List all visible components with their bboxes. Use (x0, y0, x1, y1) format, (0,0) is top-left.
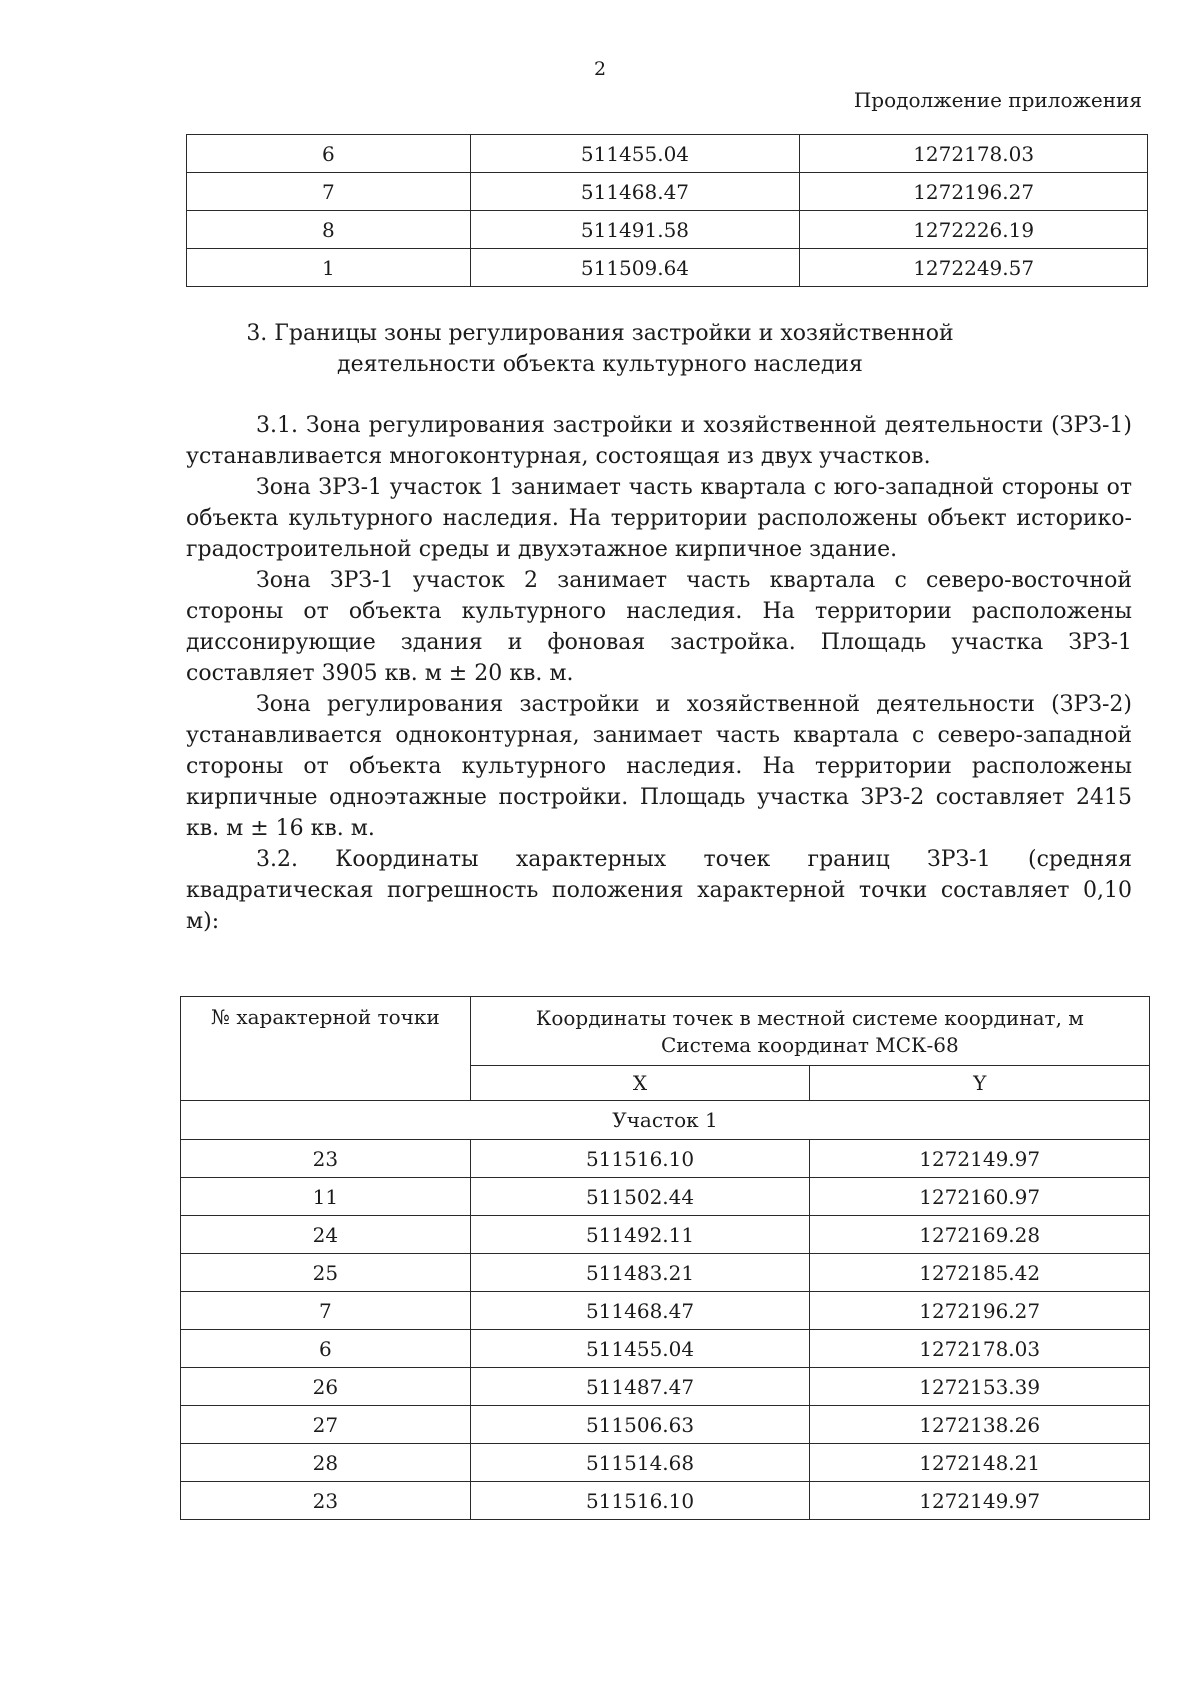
y-coordinate-cell: 1272185.42 (810, 1254, 1150, 1292)
coordinates-header-line-2: Система координат МСК-68 (660, 1033, 959, 1057)
table-row (181, 1406, 1150, 1444)
x-coordinate-cell: 511492.11 (470, 1216, 810, 1254)
y-coordinate-cell: 1272149.97 (810, 1482, 1150, 1520)
y-coordinate-cell: 1272153.39 (810, 1368, 1150, 1406)
point-number-cell: 1 (187, 249, 471, 287)
section-heading (0, 318, 1200, 380)
section-label-row (181, 1101, 1150, 1140)
section-heading-line-1: 3. Границы зоны регулирования застройки и хозяйственной (246, 321, 954, 346)
paragraph: Зона регулирования застройки и хозяйственной деятельности (ЗРЗ-2) устанавливается одноконтурная, занимает часть квартала с северо-западной стороны от объекта культурного наследия. На территории расположены кирпичные одноэтажные постройки. Площадь участка ЗРЗ-2 составляет 2415 кв. м ± 16 кв. м. (186, 692, 1132, 841)
x-coordinate-cell: 511468.47 (470, 173, 800, 211)
x-coordinate-cell: 511487.47 (470, 1368, 810, 1406)
x-coordinate-cell: 511506.63 (470, 1406, 810, 1444)
coordinates-table-zrz1 (180, 996, 1150, 1520)
y-coordinate-cell: 1272149.97 (810, 1140, 1150, 1178)
table-row (181, 1178, 1150, 1216)
y-header: Y (810, 1066, 1150, 1101)
table-row (181, 1444, 1150, 1482)
coordinates-header-line-1: Координаты точек в местной системе координат, м (535, 1006, 1084, 1030)
x-coordinate-cell: 511491.58 (470, 211, 800, 249)
x-header: X (470, 1066, 810, 1101)
y-coordinate-cell: 1272148.21 (810, 1444, 1150, 1482)
paragraph: Зона ЗРЗ-1 участок 2 занимает часть квартала с северо-восточной стороны от объекта культурного наследия. На территории расположены диссонирующие здания и фоновая застройка. Площадь участка ЗРЗ-1 составляет 3905 кв. м ± 20 кв. м. (186, 568, 1132, 686)
table-row (181, 1254, 1150, 1292)
section-heading-line-2: деятельности объекта культурного наследия (337, 352, 863, 377)
point-number-cell: 23 (181, 1482, 471, 1520)
point-number-cell: 6 (181, 1330, 471, 1368)
section-body (186, 410, 1132, 937)
coordinates-header (470, 997, 1149, 1066)
point-number-cell: 6 (187, 135, 471, 173)
page-number: 2 (593, 58, 607, 80)
y-coordinate-cell: 1272178.03 (810, 1330, 1150, 1368)
y-coordinate-cell: 1272178.03 (800, 135, 1148, 173)
y-coordinate-cell: 1272138.26 (810, 1406, 1150, 1444)
x-coordinate-cell: 511455.04 (470, 1330, 810, 1368)
paragraph: 3.2. Координаты характерных точек границ ЗРЗ-1 (средняя квадратическая погрешность положения характерной точки составляет 0,10 м): (186, 847, 1132, 934)
x-coordinate-cell: 511468.47 (470, 1292, 810, 1330)
y-coordinate-cell: 1272160.97 (810, 1178, 1150, 1216)
point-number-cell: 8 (187, 211, 471, 249)
paragraph: 3.1. Зона регулирования застройки и хозяйственной деятельности (ЗРЗ-1) устанавливается многоконтурная, состоящая из двух участков. (186, 413, 1132, 469)
table-row (181, 1330, 1150, 1368)
table-row (181, 1216, 1150, 1254)
coordinates-table-continued (186, 134, 1148, 287)
table-header-row (181, 997, 1150, 1066)
point-number-cell: 28 (181, 1444, 471, 1482)
point-number-cell: 26 (181, 1368, 471, 1406)
y-coordinate-cell: 1272169.28 (810, 1216, 1150, 1254)
y-coordinate-cell: 1272226.19 (800, 211, 1148, 249)
x-coordinate-cell: 511516.10 (470, 1482, 810, 1520)
point-number-cell: 24 (181, 1216, 471, 1254)
point-number-cell: 23 (181, 1140, 471, 1178)
table-row (187, 211, 1148, 249)
table-row (181, 1482, 1150, 1520)
table-row (181, 1140, 1150, 1178)
point-number-cell: 7 (181, 1292, 471, 1330)
point-number-cell: 11 (181, 1178, 471, 1216)
table-row (187, 135, 1148, 173)
section-label: Участок 1 (181, 1101, 1150, 1140)
table-row (187, 249, 1148, 287)
x-coordinate-cell: 511455.04 (470, 135, 800, 173)
x-coordinate-cell: 511509.64 (470, 249, 800, 287)
point-number-cell: 27 (181, 1406, 471, 1444)
x-coordinate-cell: 511514.68 (470, 1444, 810, 1482)
point-number-cell: 7 (187, 173, 471, 211)
table-row (181, 1368, 1150, 1406)
x-coordinate-cell: 511516.10 (470, 1140, 810, 1178)
x-coordinate-cell: 511483.21 (470, 1254, 810, 1292)
table-row (187, 173, 1148, 211)
continuation-note: Продолжение приложения (853, 88, 1142, 112)
y-coordinate-cell: 1272196.27 (810, 1292, 1150, 1330)
x-coordinate-cell: 511502.44 (470, 1178, 810, 1216)
table-row (181, 1292, 1150, 1330)
y-coordinate-cell: 1272196.27 (800, 173, 1148, 211)
point-number-header: № характерной точки (181, 997, 471, 1101)
y-coordinate-cell: 1272249.57 (800, 249, 1148, 287)
point-number-cell: 25 (181, 1254, 471, 1292)
paragraph: Зона ЗРЗ-1 участок 1 занимает часть квартала с юго-западной стороны от объекта культурного наследия. На территории расположены объект историко-градостроительной среды и двухэтажное кирпичное здание. (186, 475, 1132, 562)
